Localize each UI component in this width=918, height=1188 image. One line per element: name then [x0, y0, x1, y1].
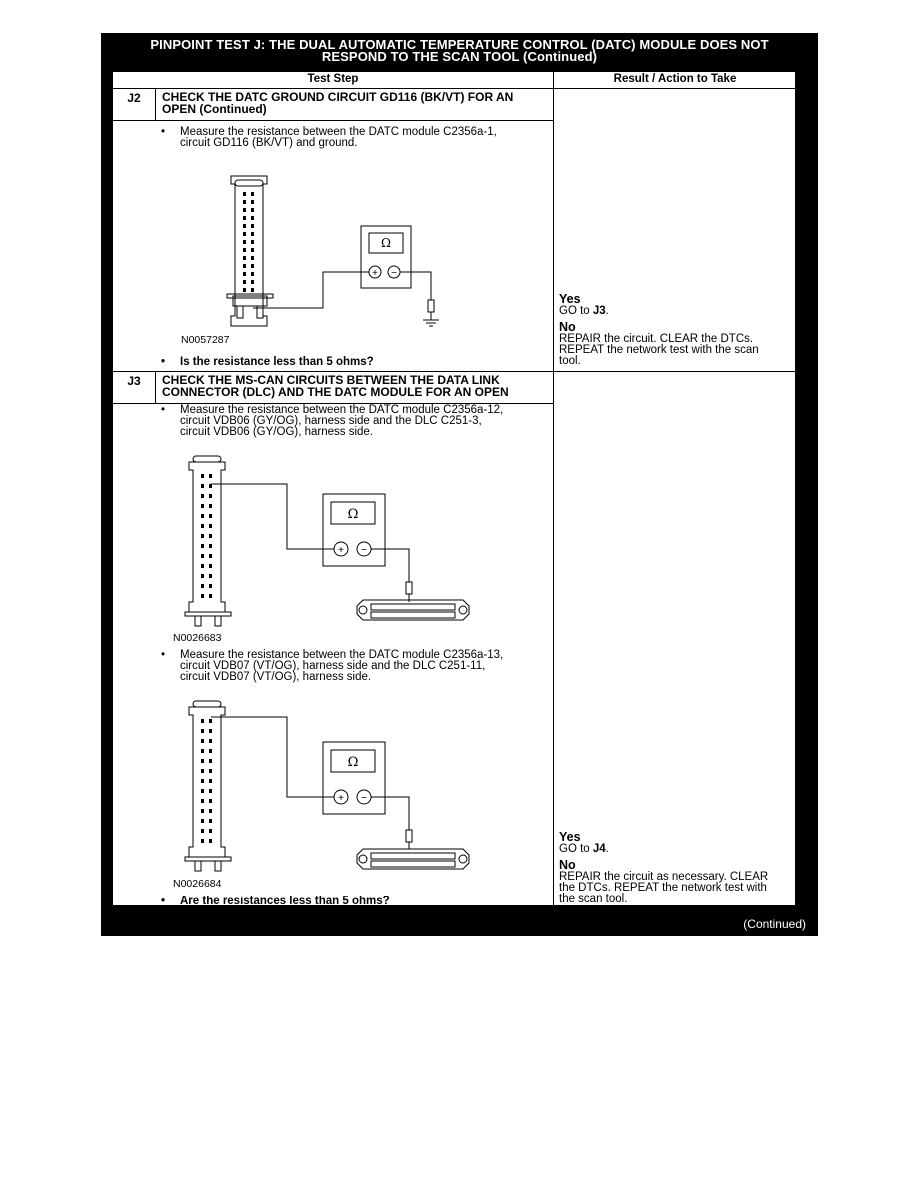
step-heading-j3: CHECK THE MS-CAN CIRCUITS BETWEEN THE DATA LINK CONNECTOR (DLC) AND THE DATC MODULE FOR AN OPEN [162, 373, 509, 399]
svg-text:+: + [372, 268, 378, 279]
result-j3 [559, 830, 794, 906]
diagram-datc-ground-measure [213, 170, 513, 330]
svg-text:−: − [361, 545, 367, 556]
bullet-measure-ground: • Measure the resistance between the DATC module C2356a-1, circuit GD116 (BK/VT) and ground. [161, 126, 497, 149]
page-title [101, 39, 818, 63]
title-line-2: RESPOND TO THE SCAN TOOL (Continued) [321, 49, 598, 64]
bullet-measure-vdb07: • Measure the resistance between the DATC module C2356a-13, circuit VDB07 (VT/OG), harness side and the DLC C251-11, circuit VDB07 (VT/OG), harness side. [161, 649, 504, 683]
figure-id-n0026683: N0026683 [173, 632, 222, 644]
step-heading-j2: CHECK THE DATC GROUND CIRCUIT GD116 (BK/VT) FOR AN OPEN (Continued) [162, 90, 514, 116]
result-yes-action-j2: GO to J3. [559, 305, 609, 317]
test-table [112, 71, 796, 906]
result-no-label-j2: No [559, 320, 576, 334]
step-id-j3: J3 [127, 374, 141, 388]
diagram-vdb06-measure [171, 452, 491, 627]
svg-text:Ω: Ω [347, 755, 359, 770]
result-yes-label-j3: Yes [559, 830, 581, 844]
bullet-measure-vdb06: • Measure the resistance between the DATC module C2356a-12, circuit VDB06 (GY/OG), harness side and the DLC C251-3, circuit VDB06 (GY/OG), harness side. [161, 404, 504, 438]
svg-text:+: + [338, 793, 344, 804]
svg-text:Ω: Ω [347, 507, 359, 522]
continued-label: (Continued) [743, 917, 806, 931]
title-line-1: PINPOINT TEST J: THE DUAL AUTOMATIC TEMPERATURE CONTROL (DATC) MODULE DOES NOT [150, 37, 769, 52]
column-header-test-step: Test Step [307, 73, 359, 85]
diagram-vdb07-measure [171, 697, 491, 877]
svg-text:−: − [391, 268, 397, 279]
result-yes-label-j2: Yes [559, 292, 581, 306]
svg-text:+: + [338, 545, 344, 556]
result-no-action-j3: REPAIR the circuit as necessary. CLEAR the DTCs. REPEAT the network test with the scan tool. [559, 871, 769, 905]
figure-id-n0026684: N0026684 [173, 878, 222, 890]
svg-text:−: − [361, 793, 367, 804]
result-no-action-j2: REPAIR the circuit. CLEAR the DTCs. REPEAT the network test with the scan tool. [559, 333, 759, 367]
result-j2 [559, 292, 794, 367]
column-header-result: Result / Action to Take [613, 73, 737, 85]
figure-id-n0057287: N0057287 [181, 334, 230, 346]
result-yes-action-j3: GO to J4. [559, 843, 609, 855]
pinpoint-test-frame [101, 33, 818, 936]
bullet-question-j2: • Is the resistance less than 5 ohms? [161, 356, 374, 368]
result-no-label-j3: No [559, 858, 576, 872]
step-id-j2: J2 [127, 91, 141, 105]
svg-text:Ω: Ω [381, 236, 391, 250]
bullet-question-j3: • Are the resistances less than 5 ohms? [161, 896, 390, 907]
